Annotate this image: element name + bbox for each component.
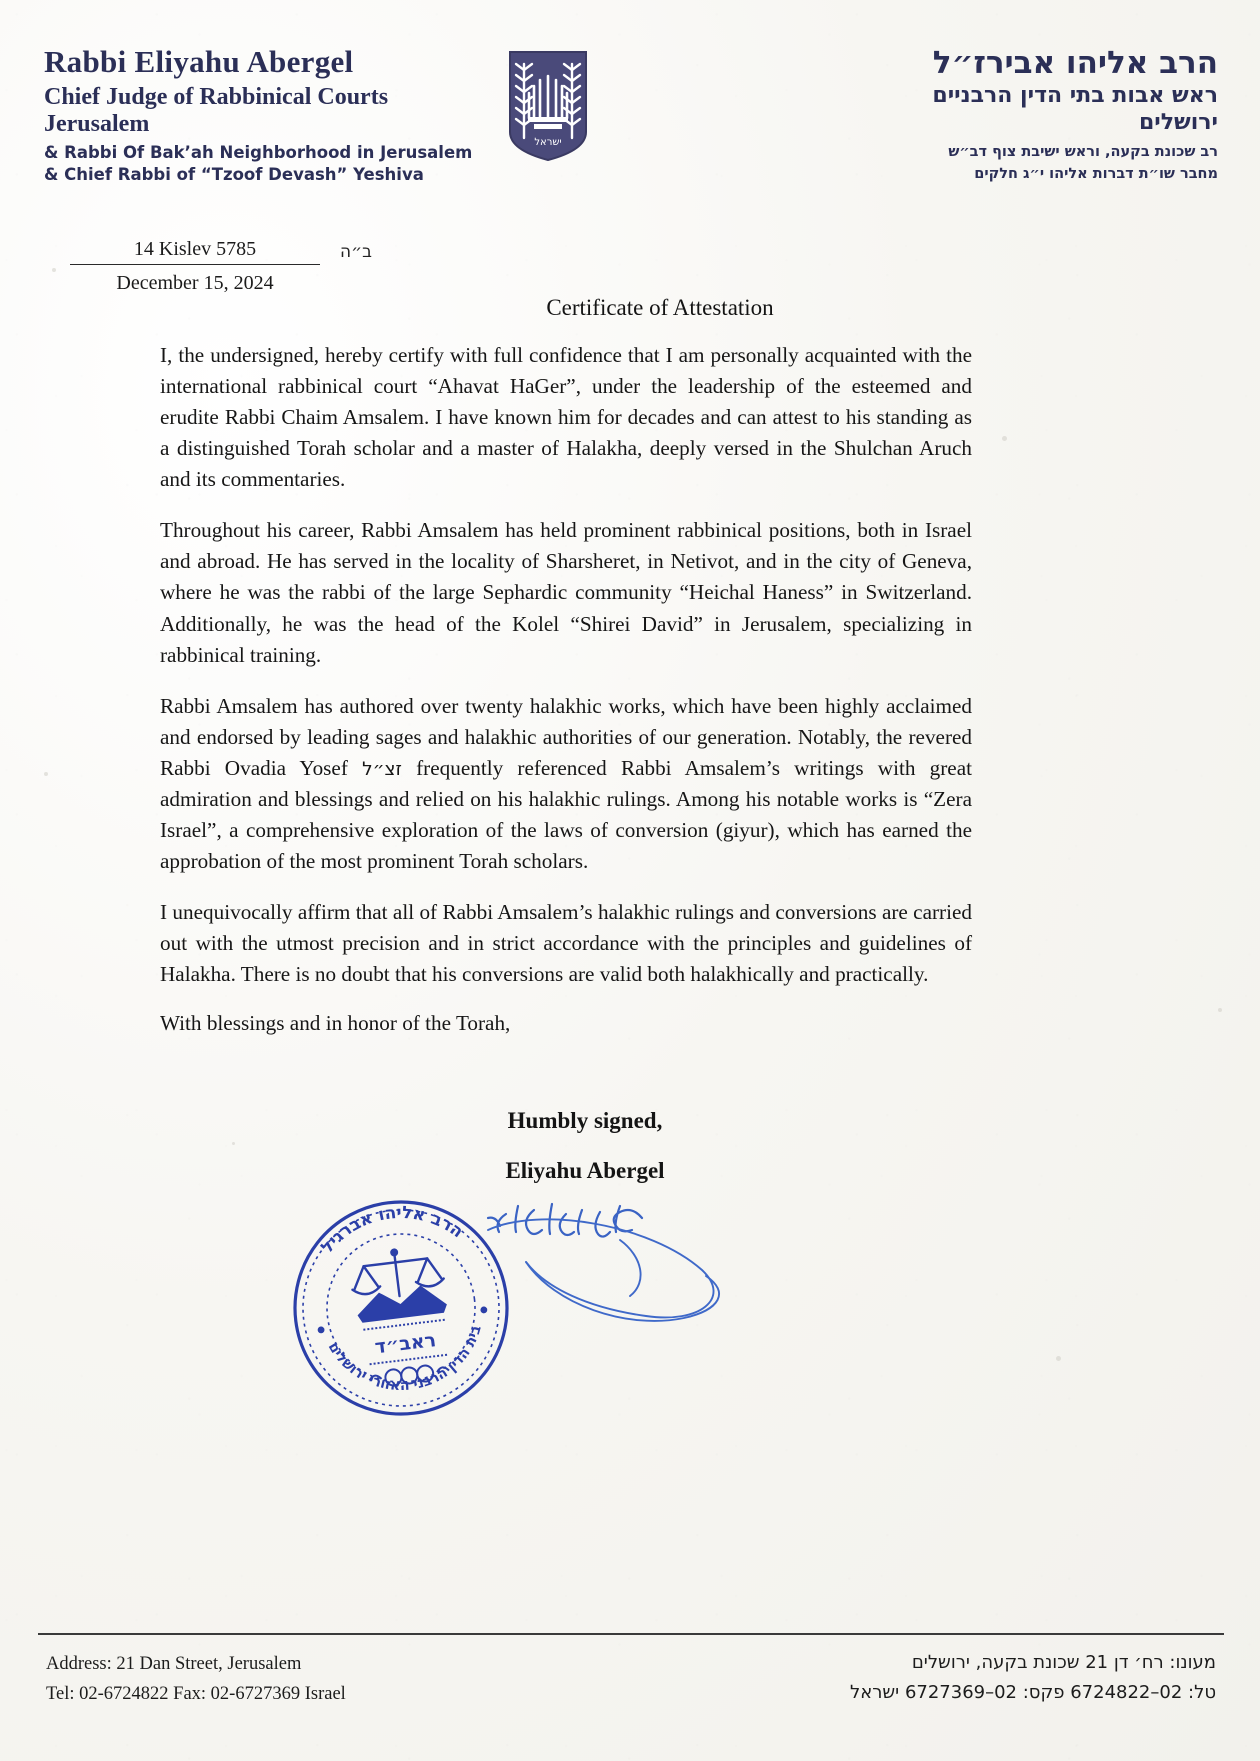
footer-hebrew <box>850 1648 1216 1707</box>
scan-speck <box>52 268 56 272</box>
scan-speck <box>1056 1356 1061 1361</box>
letterhead-en-sub-line1: & Rabbi Of Bak’ah Neighborhood in Jerusalem <box>44 142 473 162</box>
scan-speck <box>44 772 48 776</box>
body-paragraph-3 <box>160 691 972 877</box>
signature-block <box>0 1100 1260 1420</box>
stamp-center-text: ראב״ד <box>373 1329 438 1359</box>
letterhead-he-sub-line2: מחבר שו״ת דברות אליהו י״ג חלקים <box>974 165 1218 182</box>
letterhead-en-role-line1: Chief Judge of Rabbinical Courts <box>44 83 389 110</box>
letterhead-he-name: הרב אליהו אבירז״ל <box>932 45 1218 81</box>
body-paragraph-4: I unequivocally affirm that all of Rabbi Amsalem’s halakhic rulings and conversions are carried out with the utmost precision and in strict accordance with the principles and guidelines of Halakha. There is no doubt that his conversions are valid both halakhically and practically. <box>160 900 972 987</box>
document-body <box>160 340 972 1039</box>
scan-speck <box>232 1142 235 1145</box>
body-closing-line: With blessings and in honor of the Torah, <box>160 1011 511 1036</box>
letterhead-en-role-line2: Jerusalem <box>44 110 150 137</box>
letterhead-he-role-line2: ירושלים <box>1138 109 1218 135</box>
body-paragraph-3-hebrew-honorific: זצ״ל <box>362 758 402 780</box>
footer-english <box>46 1650 346 1710</box>
letterhead-en-sub-line2: & Chief Rabbi of “Tzoof Devash” Yeshiva <box>44 164 424 184</box>
state-of-israel-emblem-icon <box>504 46 592 164</box>
letterhead-english <box>44 46 514 186</box>
document-title: Certificate of Attestation <box>546 295 774 320</box>
emblem-caption: ישראל <box>534 137 562 148</box>
body-paragraph-3-part1: Rabbi Amsalem has authored over twenty halakhic works, which have been highly acclaimed and endorsed by leading sages and halakhic authorities of our generation. Notably, the revered Rabbi Ovadia Yosef <box>160 693 972 780</box>
letterhead <box>0 30 1260 215</box>
footer-phone-en: Tel: 02-6724822 Fax: 02-6727369 Israel <box>46 1683 346 1704</box>
hebrew-date: 14 Kislev 5785 <box>70 238 320 265</box>
body-paragraph-2: Throughout his career, Rabbi Amsalem has held prominent rabbinical positions, both in Israel and abroad. He has served in the locality of Sharsheret, in Netivot, and in the city of Geneva, where he was the rabbi of the large Sephardic community “Heichal Haness” in Switzerland. Additionally, he was the head of the Kolel “Shirei David” in Jerusalem, specializing in rabbinical training. <box>160 518 972 667</box>
letterhead-he-sub-line1: רב שכונת בקעה, וראש ישיבת צוף דב״ש <box>948 144 1218 161</box>
letterhead-he-role-line1: ראש אבות בתי הדין הרבניים <box>932 83 1218 109</box>
body-paragraph-3-part2: frequently referenced Rabbi Amsalem’s writings with great admiration and blessings and relied on his halakhic rulings. Among his notable works is “Zera Israel”, a comprehensive exploration of the laws of conversion (giyur), which has earned the approbation of the most prominent Torah scholars. <box>160 755 972 873</box>
footer-phone-he: טל: 02–6724822 פקס: 02–6727369 ישראל <box>850 1681 1216 1703</box>
stamp-outer-text-top: הרב אליהו אברגיל <box>317 1202 467 1258</box>
body-paragraph-1: I, the undersigned, hereby certify with full confidence that I am personally acquainted with the international rabbinical court “Ahavat HaGer”, under the leadership of the esteemed and erudite Rabbi Chaim Amsalem. I have known him for decades and can attest to his standing as a distinguished Torah scholar and a master of Halakha, deeply versed in the Shulchan Aruch and its commentaries. <box>160 343 972 492</box>
humbly-signed-label: Humbly signed, <box>507 1108 663 1133</box>
stamp-outer-text-bottom: בית הדין הרבני האזורי ירושלים <box>324 1323 485 1395</box>
signer-name: Eliyahu Abergel <box>505 1158 665 1183</box>
footer-address-en: Address: 21 Dan Street, Jerusalem <box>46 1654 302 1674</box>
letterhead-en-name: Rabbi Eliyahu Abergel <box>44 44 354 79</box>
scan-speck <box>1218 1008 1222 1012</box>
official-round-stamp-icon <box>272 1179 531 1438</box>
gregorian-date: December 15, 2024 <box>116 272 274 294</box>
letterhead-hebrew <box>788 46 1218 186</box>
scan-speck <box>1002 436 1007 441</box>
bh-inscription: ב״ה <box>340 242 372 262</box>
footer-divider <box>38 1633 1224 1635</box>
footer-address-he: מעונו: רח׳ דן 21 שכונת בקעה, ירושלים <box>911 1652 1216 1673</box>
